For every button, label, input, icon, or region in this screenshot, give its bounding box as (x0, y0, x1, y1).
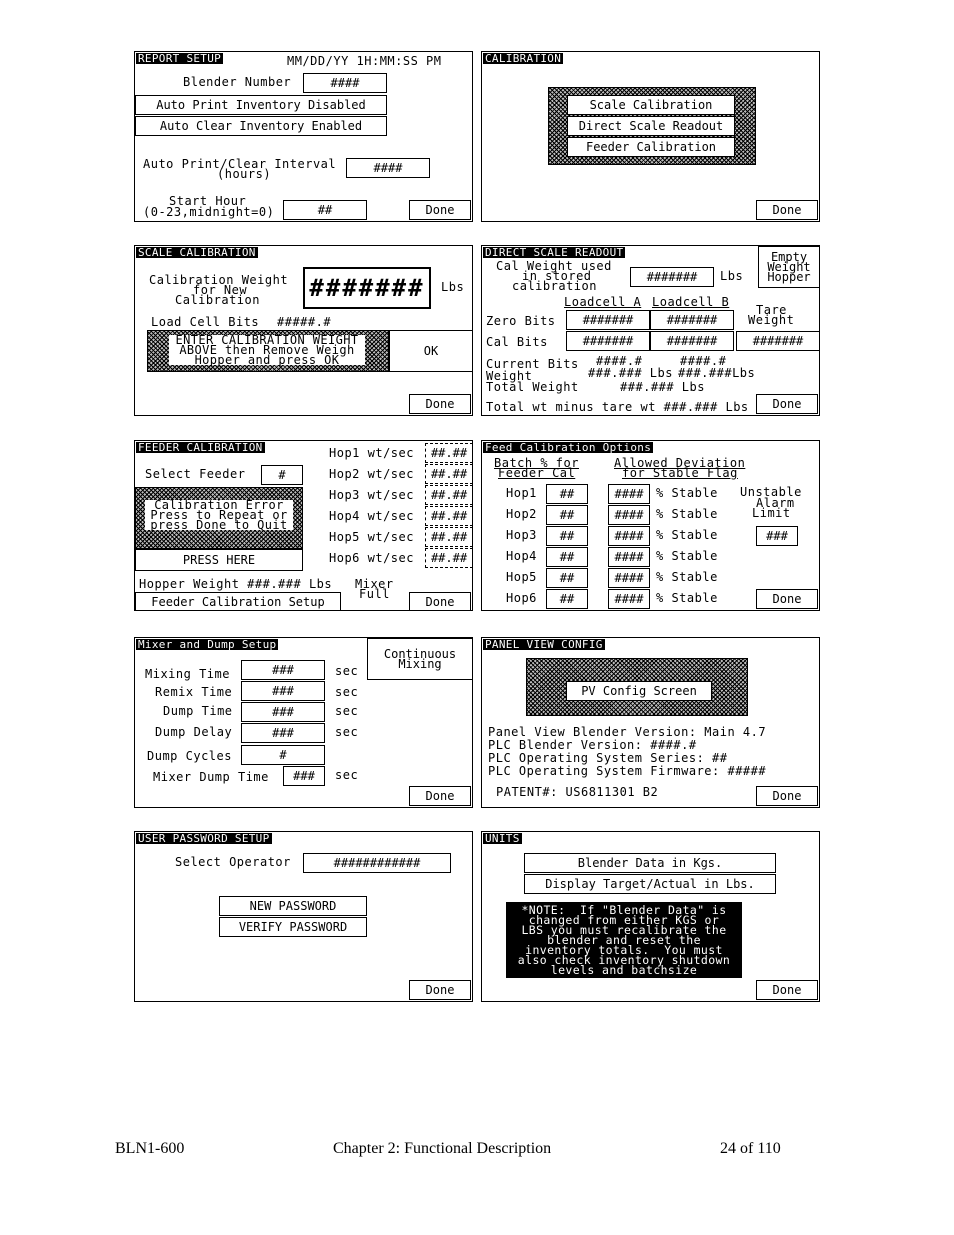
operator-field[interactable]: ############ (303, 853, 451, 873)
sec-label: sec (335, 725, 359, 739)
note-line: *NOTE: If "Blender Data" is (521, 903, 727, 917)
cal-weight-value: ####### (630, 267, 714, 287)
hop-rate-label: Hop2 wt/sec (329, 467, 414, 481)
hop-rate-value: ##.## (425, 464, 473, 484)
panel-title: DIRECT SCALE READOUT (485, 246, 624, 259)
prompt-line: ABOVE then Remove Weigh (179, 343, 355, 357)
panel-title: USER PASSWORD SETUP (138, 832, 270, 845)
deviation-field[interactable]: #### (608, 589, 650, 609)
interval-label: Auto Print/Clear Interval (143, 157, 337, 171)
cal-bits-b: ####### (650, 331, 734, 351)
panel-title: SCALE CALIBRATION (138, 246, 256, 259)
stable-flag-label: % Stable (656, 591, 718, 605)
panel-title: Mixer and Dump Setup (138, 638, 277, 651)
footer-chapter: Chapter 2: Functional Description (333, 1140, 552, 1157)
note-line: inventory totals. You must (525, 943, 723, 957)
panel-view-version: Panel View Blender Version: Main 4.7 (488, 725, 767, 739)
auto-print-toggle[interactable]: Auto Print Inventory Disabled (135, 95, 387, 115)
tare-weight-header-2: Weight (748, 313, 795, 327)
loadcell-b-header: Loadcell B (652, 295, 730, 309)
hop-label: Hop4 (506, 549, 537, 563)
sec-label: sec (335, 768, 359, 782)
error-line: press Done to Quit (150, 518, 288, 532)
note-line: changed from either KGS or (528, 913, 720, 927)
remix-time-label: Remix Time (155, 685, 233, 699)
cal-weight-label-3: Calibration (175, 293, 260, 307)
hop-rate-label: Hop1 wt/sec (329, 446, 414, 460)
lbs-label: Lbs (720, 269, 744, 283)
panel-title: FEEDER CALIBRATION (138, 441, 263, 454)
cal-weight-used-label-3: calibration (512, 279, 597, 293)
weight-label: Weight (486, 369, 533, 383)
datetime: MM/DD/YY 1H:MM:SS PM (287, 54, 442, 68)
total-weight-value: ###.### Lbs (620, 380, 705, 394)
start-hour-range: (0-23,midnight=0) (143, 205, 275, 219)
feeder-calibration-setup-button[interactable]: Feeder Calibration Setup (135, 592, 341, 611)
stable-flag-label: % Stable (656, 528, 718, 542)
batch-percent-field[interactable]: ## (546, 547, 588, 567)
deviation-field[interactable]: #### (608, 484, 650, 504)
batch-percent-field[interactable]: ## (546, 526, 588, 546)
done-button[interactable]: Done (409, 980, 471, 1000)
cal-weight-used-label-2: in stored (522, 269, 592, 283)
dump-delay-field[interactable]: ### (241, 723, 325, 743)
hop-rate-label: Hop5 wt/sec (329, 530, 414, 544)
note-line: levels and batchsize (550, 963, 698, 977)
ok-button[interactable]: OK (389, 330, 473, 372)
done-button[interactable]: Done (756, 980, 818, 1000)
batch-percent-field[interactable]: ## (546, 568, 588, 588)
display-target-units-button[interactable]: Display Target/Actual in Lbs. (524, 874, 776, 894)
panel-title: Feed Calibration Options (485, 441, 652, 454)
deviation-header: Allowed Deviation (614, 456, 746, 470)
plc-os-firmware: PLC Operating System Firmware: ##### (488, 764, 767, 778)
sec-label: sec (335, 685, 359, 699)
scale-calibration-button[interactable]: Scale Calibration (567, 95, 735, 115)
done-button[interactable]: Done (409, 592, 471, 611)
empty-weight-hopper-button[interactable] (758, 246, 820, 288)
deviation-field[interactable]: #### (608, 568, 650, 588)
continuous-line: Continuous (383, 647, 457, 661)
zero-bits-b: ####### (650, 310, 734, 330)
unstable-label-2: Alarm (756, 496, 795, 510)
stable-flag-label: % Stable (656, 507, 718, 521)
current-bits-a: ####.# (596, 354, 643, 368)
panel-title: REPORT SETUP (138, 52, 222, 65)
calibration-prompt (169, 335, 365, 365)
continuous-mixing-button[interactable] (367, 638, 473, 680)
done-button[interactable]: Done (756, 589, 818, 609)
direct-scale-readout-panel (481, 245, 820, 416)
batch-percent-field[interactable]: ## (546, 505, 588, 525)
remix-time-field[interactable]: ### (241, 681, 325, 701)
patent-number: PATENT#: US6811301 B2 (496, 785, 659, 799)
stable-flag-label: % Stable (656, 549, 718, 563)
weight-a: ###.### Lbs (588, 366, 673, 380)
report-setup-panel (134, 51, 473, 222)
mixer-dump-panel (134, 637, 473, 808)
error-line: Calibration Error (154, 498, 284, 512)
loadcell-a-header: Loadcell A (564, 295, 642, 309)
units-label: Lbs (441, 280, 465, 294)
deviation-field[interactable]: #### (608, 526, 650, 546)
blender-data-units-button[interactable]: Blender Data in Kgs. (524, 853, 776, 873)
cal-weight-field[interactable]: ####### (303, 267, 431, 309)
cal-weight-used-label: Cal Weight used (496, 259, 612, 273)
done-button[interactable]: Done (409, 394, 471, 414)
hop-rate-label: Hop4 wt/sec (329, 509, 414, 523)
dump-delay-label: Dump Delay (155, 725, 233, 739)
note-line: also check inventory shutdown (517, 953, 731, 967)
error-line: Press to Repeat or (150, 508, 288, 522)
load-cell-bits-value: #####.# (277, 315, 332, 329)
total-minus-tare: Total wt minus tare wt ###.### Lbs (486, 400, 749, 414)
current-bits-label: Current Bits (486, 357, 579, 371)
interval-field[interactable]: #### (346, 158, 430, 178)
hop-rate-value: ##.## (425, 506, 473, 526)
hop-rate-label: Hop6 wt/sec (329, 551, 414, 565)
mixer-full-label-2: Full (359, 587, 390, 601)
interval-label-hours: (hours) (217, 167, 272, 181)
mixer-dump-time-field[interactable]: ### (283, 766, 325, 786)
hop-label: Hop5 (506, 570, 537, 584)
cal-weight-label-2: for New (193, 283, 248, 297)
cal-bits-label: Cal Bits (486, 335, 548, 349)
footer-page-number: 24 of 110 (720, 1140, 781, 1157)
feed-calibration-options-panel (481, 440, 820, 611)
hop-label: Hop1 (506, 486, 537, 500)
footer-doc-id: BLN1-600 (115, 1140, 185, 1157)
unstable-label-3: Limit (752, 506, 791, 520)
plc-os-series: PLC Operating System Series: ## (488, 751, 728, 765)
stable-flag-label: % Stable (656, 486, 718, 500)
unstable-label: Unstable (740, 485, 802, 499)
tare-weight-value: ####### (736, 331, 820, 351)
sec-label: sec (335, 704, 359, 718)
units-note (506, 902, 742, 978)
total-weight-label: Total Weight (486, 380, 579, 394)
start-hour-label: Start Hour (169, 194, 247, 208)
panel-view-config-panel (481, 637, 820, 808)
hop-rate-value: ##.## (425, 443, 473, 463)
mixing-time-label: Mixing Time (145, 667, 230, 681)
tare-weight-header: Tare (756, 303, 787, 317)
auto-clear-toggle[interactable]: Auto Clear Inventory Enabled (135, 116, 387, 136)
plc-blender-version: PLC Blender Version: ####.# (488, 738, 697, 752)
empty-hopper-line: Hopper (767, 270, 811, 284)
hop-rate-value: ##.## (425, 527, 473, 547)
select-feeder-field[interactable]: # (261, 465, 303, 485)
press-here-button[interactable]: PRESS HERE (135, 549, 303, 571)
hop-rate-value: ##.## (425, 548, 473, 568)
batch-percent-field[interactable]: ## (546, 484, 588, 504)
done-button[interactable]: Done (756, 786, 818, 806)
weight-b: ###.###Lbs (678, 366, 756, 380)
deviation-field[interactable]: #### (608, 547, 650, 567)
unstable-limit-field[interactable]: ### (756, 526, 798, 546)
hopper-weight: Hopper Weight ###.### Lbs (139, 577, 333, 591)
deviation-field[interactable]: #### (608, 505, 650, 525)
batch-header-2: Feeder Cal (498, 466, 576, 480)
dump-time-field[interactable]: ### (241, 702, 325, 722)
dump-cycles-label: Dump Cycles (147, 749, 232, 763)
mixing-time-field[interactable]: ### (241, 660, 325, 680)
note-line: blender and reset the (547, 933, 701, 947)
prompt-line: Hopper and press OK (194, 353, 340, 367)
blender-number-label: Blender Number (183, 75, 292, 89)
current-bits-b: ####.# (680, 354, 727, 368)
stable-flag-label: % Stable (656, 570, 718, 584)
calibration-error-message[interactable] (145, 500, 293, 530)
cal-bits-a: ####### (566, 331, 650, 351)
done-button[interactable]: Done (409, 200, 471, 220)
pv-config-screen-button[interactable]: PV Config Screen (566, 681, 712, 701)
mixer-full-label: Mixer (355, 577, 394, 591)
scale-calibration-panel (134, 245, 473, 416)
hop-label: Hop6 (506, 591, 537, 605)
dump-time-label: Dump Time (163, 704, 233, 718)
empty-hopper-line: Empty (770, 250, 808, 264)
done-button[interactable]: Done (756, 200, 818, 220)
batch-header: Batch % for (494, 456, 579, 470)
zero-bits-a: ####### (566, 310, 650, 330)
prompt-line: ENTER CALIBRATION WEIGHT (175, 333, 359, 347)
select-operator-label: Select Operator (175, 855, 291, 869)
continuous-line: Mixing (398, 657, 442, 671)
units-panel (481, 831, 820, 1002)
batch-percent-field[interactable]: ## (546, 589, 588, 609)
feeder-calibration-button[interactable]: Feeder Calibration (567, 137, 735, 157)
done-button[interactable]: Done (409, 786, 471, 806)
hop-rate-label: Hop3 wt/sec (329, 488, 414, 502)
select-feeder-label: Select Feeder (145, 467, 246, 481)
feeder-calibration-panel (134, 440, 473, 611)
hop-rate-value: ##.## (425, 485, 473, 505)
zero-bits-label: Zero Bits (486, 314, 556, 328)
new-password-button[interactable]: NEW PASSWORD (219, 896, 367, 916)
direct-scale-readout-button[interactable]: Direct Scale Readout (567, 116, 735, 136)
cal-weight-label: Calibration Weight (149, 273, 289, 287)
start-hour-field[interactable]: ## (283, 200, 367, 220)
calibration-panel (481, 51, 820, 222)
panel-title: PANEL VIEW CONFIG (485, 638, 603, 651)
sec-label: sec (335, 664, 359, 678)
panel-title: UNITS (485, 832, 520, 845)
verify-password-button[interactable]: VERIFY PASSWORD (219, 917, 367, 937)
dump-cycles-field[interactable]: # (241, 745, 325, 765)
load-cell-bits-label: Load Cell Bits (151, 315, 260, 329)
mixer-dump-time-label: Mixer Dump Time (153, 770, 269, 784)
done-button[interactable]: Done (756, 394, 818, 414)
deviation-header-2: for Stable Flag (622, 466, 738, 480)
hop-label: Hop3 (506, 528, 537, 542)
note-line: LBS you must recalibrate the (521, 923, 727, 937)
user-password-panel (134, 831, 473, 1002)
panel-title: CALIBRATION (485, 52, 562, 65)
empty-hopper-line: Weight (767, 260, 811, 274)
blender-number-field[interactable]: #### (303, 73, 387, 93)
hop-label: Hop2 (506, 507, 537, 521)
